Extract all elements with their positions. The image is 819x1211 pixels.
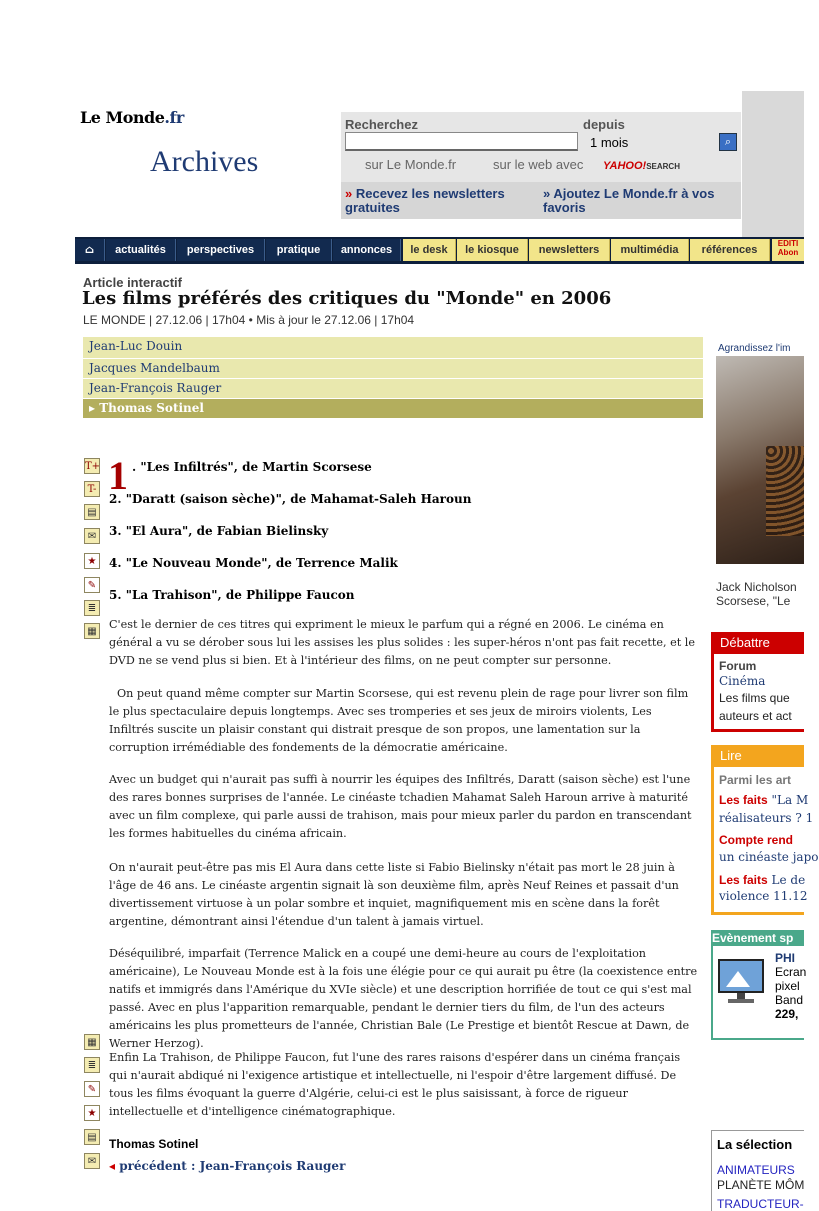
event-line: PHI [775, 951, 796, 965]
previous-label: précédent : Jean-François Rauger [119, 1159, 346, 1173]
search-label: Recherchez [345, 117, 418, 132]
edition-label: EDITI [777, 239, 799, 248]
triangle-right-icon: ▸ [89, 401, 100, 415]
scope-web-option[interactable]: sur le web avec [493, 157, 584, 172]
selection-link[interactable]: ANIMATEURS [717, 1163, 795, 1177]
print-icon[interactable]: ▤ [84, 1129, 100, 1145]
ranking-item: 2. "Daratt (saison sèche)", de Mahamat-Saleh Haroun [109, 492, 472, 506]
rank-number-big: 1 [108, 453, 128, 498]
article-paragraph: Enfin La Trahison, de Philippe Faucon, fut l'une des rares raisons d'espérer dans un cinéma français qui n'aurait abdiqué ni l'exigence artistique et intellectuelle, ni l'espoir d'être largement diffusé. De tous les films évoquant la guerre d'Algérie, celui-ci est le plus saisissant, à force de rigueur intellectuelle et d'intelligence cinématographique. [109, 1051, 681, 1118]
logo-text: Le Monde [80, 108, 165, 127]
nav-actualites[interactable]: actualités [106, 239, 176, 261]
caption-line: Jack Nicholson [716, 580, 797, 594]
lire-link-text: "La M [771, 793, 809, 807]
selection-title: La sélection [717, 1137, 793, 1152]
forum-topic-link[interactable] [719, 689, 792, 725]
newsletters-link[interactable] [345, 187, 535, 215]
tv-neck [737, 993, 745, 999]
newsletters-label: Recevez les newsletters gratuites [345, 186, 505, 215]
yahoo-search-text: SEARCH [646, 162, 680, 171]
author-tab-mandelbaum[interactable]: Jacques Mandelbaum [83, 359, 703, 378]
event-title: Evènement sp [712, 931, 794, 945]
since-select[interactable]: 1 mois [590, 135, 629, 150]
lire-link-label: Les faits [719, 793, 768, 807]
email-icon[interactable]: ✉ [84, 528, 100, 544]
email-icon[interactable]: ✉ [84, 1153, 100, 1169]
event-price: 229, [775, 1007, 799, 1021]
lire-link[interactable] [719, 833, 793, 847]
search-icon: ⌕ [724, 136, 732, 148]
text-smaller-icon[interactable]: T- [84, 481, 100, 497]
article-photo[interactable] [716, 356, 804, 564]
author-tab-sotinel[interactable] [83, 399, 703, 418]
classify-icon[interactable]: ≣ [84, 1057, 100, 1073]
scope-lemonde-option[interactable]: sur Le Monde.fr [365, 157, 457, 172]
selection-link[interactable]: TRADUCTEUR- [717, 1197, 804, 1211]
forum-topic-line: auteurs et act [719, 709, 792, 723]
favorite-star-icon[interactable]: ★ [84, 1105, 100, 1121]
tv-screen-icon[interactable] [716, 955, 766, 1007]
note-icon[interactable]: ▦ [84, 623, 100, 639]
since-label: depuis [583, 117, 625, 132]
ranking-item: 3. "El Aura", de Fabian Bielinsky [109, 524, 329, 538]
nav-edition[interactable] [772, 239, 804, 261]
lire-link-text: violence 11.12 [719, 889, 808, 903]
nav-le-kiosque[interactable]: le kiosque [457, 239, 528, 261]
tv-stand [728, 999, 754, 1003]
text-larger-icon[interactable]: T+ [84, 458, 100, 474]
lire-link-text: réalisateurs ? 1 [719, 811, 814, 825]
forum-category-link[interactable]: Cinéma [719, 674, 766, 688]
lemonde-logo[interactable] [80, 108, 184, 127]
article-paragraph: Déséquilibré, imparfait (Terrence Malick en a coupé une demi-heure au cours de l'exploitation américaine), Le Nouveau Monde est à la fois une élégie pour ce qui aurait pu être (la coexistence entre natifs et immigrés dans l'Amérique du XVIe siècle) et une description horrifiée de tout ce qui s'est mal passé. Avec en plus l'apparition remarquable, pendant le dernier tiers du film, de l'un des acteurs américains les plus prometteurs de l'année, Christian Bale (Le Prestige et bientôt Rescue at Dawn, de Werner Herzog). [109, 947, 698, 1050]
lire-link-cont[interactable] [719, 811, 813, 825]
author-tab-douin[interactable]: Jean-Luc Douin [83, 337, 703, 358]
favorite-star-icon[interactable]: ★ [84, 553, 100, 569]
favorites-link[interactable] [543, 187, 733, 215]
home-button[interactable] [75, 239, 105, 261]
nav-le-desk[interactable]: le desk [403, 239, 456, 261]
lire-title: Lire [720, 748, 742, 763]
event-offer-text[interactable] [775, 951, 806, 1021]
lire-link-text: un cinéaste japo [719, 850, 819, 864]
nav-multimedia[interactable]: multimédia [611, 239, 689, 261]
print-icon[interactable]: ▤ [84, 504, 100, 520]
debate-title: Débattre [720, 635, 770, 650]
search-submit-button[interactable] [719, 133, 737, 151]
ranking-item: 4. "Le Nouveau Monde", de Terrence Malik [109, 556, 398, 570]
lire-link-label: Compte rend [719, 833, 794, 847]
article-signature: Thomas Sotinel [109, 1137, 199, 1151]
article-byline: LE MONDE | 27.12.06 | 17h04 • Mis à jour le 27.12.06 | 17h04 [83, 313, 415, 327]
event-line: pixel [775, 979, 800, 993]
article-kicker: Article interactif [83, 275, 182, 290]
lire-link[interactable] [719, 873, 805, 887]
forum-topic-line: Les films que [719, 691, 790, 705]
article-paragraph: Avec un budget qui n'aurait pas suffi à nourrir les équipes des Infiltrés, Daratt (saison sèche) est l'une des rares bonnes surprises de l'année. Le cinéaste tchadien Mahamat Saleh Haroun arrive à maturité avec un film complexe, qui parle aussi de trahison, mais pour mieux parler du pardon en transcendant les formes habituelles du cinéma africain. [109, 773, 692, 840]
leopard-print-detail [766, 446, 804, 536]
note-icon[interactable]: ▦ [84, 1034, 100, 1050]
nav-perspectives[interactable]: perspectives [177, 239, 265, 261]
classify-icon[interactable]: ≣ [84, 600, 100, 616]
event-line: Ecran [775, 965, 807, 979]
caption-line: Scorsese, "Le [716, 594, 791, 608]
article-paragraph: On n'aurait peut-être pas mis El Aura dans cette liste si Fabio Bielinsky n'était pas mort le 28 juin à l'âge de 46 ans. Le cinéaste argentin signait là son deuxième film, après Neuf Reines et passait d'un divertissement virtuose à un polar sombre et inquiet, magnifiquement mis en scène dans la forêt argentine, démontrant ainsi l'étendue d'un talent à jamais virtuel. [109, 861, 679, 928]
react-comment-icon[interactable]: ✎ [84, 1081, 100, 1097]
event-line: Band [775, 993, 804, 1007]
yahoo-search-logo [603, 160, 680, 172]
favorites-label: Ajoutez Le Monde.fr à vos favoris [543, 186, 715, 215]
archives-title: Archives [150, 145, 259, 178]
subscribe-label: Abon [777, 248, 799, 257]
logo-domain: .fr [164, 108, 184, 127]
yahoo-text: YAHOO! [603, 160, 647, 172]
ranking-item: 5. "La Trahison", de Philippe Faucon [109, 588, 355, 602]
article-paragraph: C'est le dernier de ces titres qui expriment le mieux le parfum qui a régné en 2006. Le cinéma en général a vu se dérober sous lui les assises les plus solides : les super-héros n'ont pas fait recette, et le DVD ne se vend plus si bien. Et à l'intérieur des films, on ne peut compter sur personne. [109, 618, 695, 667]
nav-annonces[interactable]: annonces [333, 239, 401, 261]
lire-link-label: Les faits [719, 873, 768, 887]
selection-text: PLANÈTE MÔM [717, 1178, 805, 1192]
header-ad-strip [742, 91, 804, 241]
article-paragraph: On peut quand même compter sur Martin Scorsese, qui est revenu plein de rage pour livrer son film le plus spectaculaire depuis longtemps. Avec ses tromperies et ses jeux de miroirs violents, Les Infiltrés suscite un plaisir constant qui distrait presque de son propos, une lamentation sur la corruption irrémédiable des fondements de la démocratie américaine. [109, 687, 689, 754]
lire-link-cont[interactable] [719, 850, 819, 864]
previous-author-link[interactable] [109, 1159, 345, 1173]
arrow-icon: » [345, 186, 356, 201]
nav-pratique[interactable]: pratique [266, 239, 332, 261]
lire-link[interactable] [719, 793, 808, 807]
author-tab-label: Thomas Sotinel [99, 401, 204, 415]
ranking-item: . "Les Infiltrés", de Martin Scorsese [132, 460, 372, 474]
arrow-icon: » [543, 186, 554, 201]
home-icon: ⌂ [84, 243, 95, 256]
author-tab-rauger[interactable]: Jean-François Rauger [83, 379, 703, 398]
lire-link-text: Le de [771, 873, 806, 887]
nav-newsletters[interactable]: newsletters [529, 239, 610, 261]
react-comment-icon[interactable]: ✎ [84, 577, 100, 593]
lire-link-cont[interactable] [719, 889, 808, 903]
photo-caption [716, 580, 797, 608]
triangle-left-icon: ◂ [109, 1159, 120, 1173]
article-title: Les films préférés des critiques du "Monde" en 2006 [82, 288, 612, 309]
search-input[interactable] [345, 132, 578, 151]
nav-references[interactable]: références [690, 239, 770, 261]
forum-label: Forum [719, 659, 757, 673]
enlarge-image-link[interactable]: Agrandissez l'im [718, 343, 791, 354]
lire-subtitle: Parmi les art [719, 773, 792, 787]
